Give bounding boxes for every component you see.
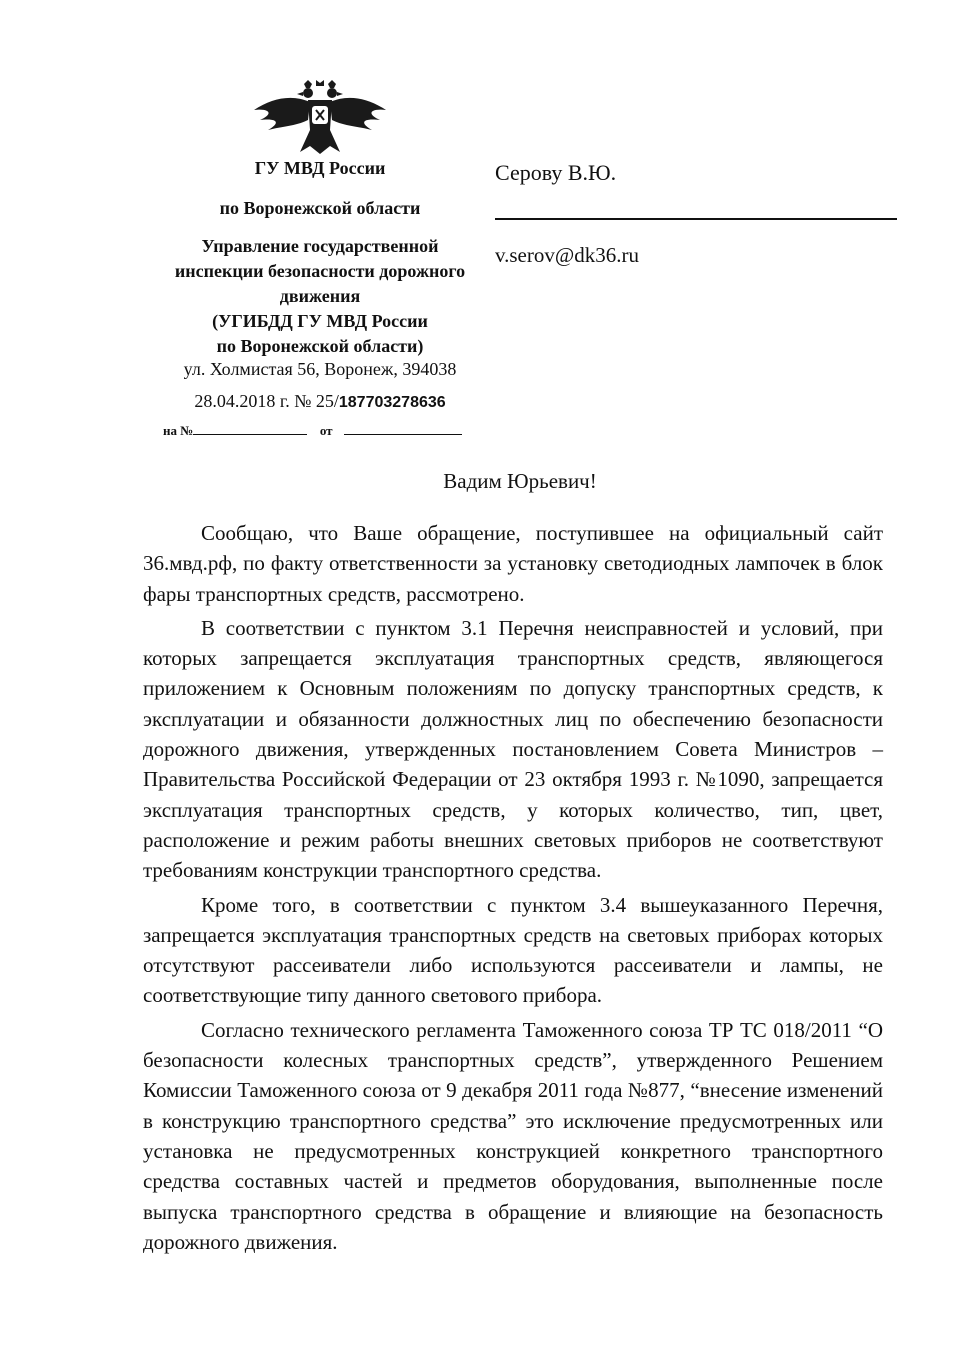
recipient-name: Серову В.Ю. [495, 160, 617, 185]
ref-date-blank [344, 424, 462, 435]
paragraph: Согласно технического регламента Таможенного союза ТР ТС 018/2011 “О безопасности колесных транспортных средств”, утвержденного Решением Комиссии Таможенного союза от 9 декабря 2011 года №877, “внесение изменений в конструкцию транспортного средства” это исключение предусмотренных или установка не предусмотренных конструкцией конкретного транспортного средства составных частей и предметов оборудования, выполненные после выпуска транспортного средства в обращение и влияющие на безопасность дорожного движения. [143, 1017, 883, 1254]
org-address: ул. Холмистая 56, Воронеж, 394038 [183, 359, 457, 379]
dept-line-1: Управление государственной [201, 236, 439, 256]
dept-line-3: движения [279, 286, 361, 306]
recipient-email: v.serov@dk36.ru [495, 243, 639, 267]
outgoing-date-number: 28.04.2018 г. № 25/ [194, 391, 339, 411]
org-region: по Воронежской области [219, 198, 421, 218]
org-name: ГУ МВД России [254, 158, 386, 178]
greeting: Вадим Юрьевич! [443, 469, 597, 493]
dept-line-5: по Воронежской области) [216, 336, 424, 356]
paragraph: В соответствии с пунктом 3.1 Перечня неисправностей и условий, при которых запрещается эксплуатация транспортных средств, являющегося приложением к Основным положениям по допуску транспортных средств, к эксплуатации и обязанности должностных лиц по обеспечению безопасности дорожного движения, утвержденных постановлением Совета Министров – Правительства Российской Федерации от 23 октября 1993 г. №1090, запрещается эксплуатация транспортных средств, у которых количество, тип, цвет, расположение и режим работы внешних световых приборов не соответствуют требованиям конструкции транспортного средства. [143, 615, 883, 883]
dept-line-2: инспекции безопасности дорожного [174, 261, 466, 281]
outgoing-number [140, 391, 500, 412]
reference-line [163, 423, 462, 439]
outgoing-code: 187703278636 [338, 394, 446, 411]
dept-line-4: (УГИБДД ГУ МВД России [212, 311, 428, 331]
ref-number-blank [193, 424, 307, 435]
paragraph: Сообщаю, что Ваше обращение, поступившее на официальный сайт 36.мвд.рф, по факту ответственности за установку светодиодных лампочек в блок фары транспортных средств, рассмотрено. [143, 521, 883, 606]
eagle-emblem-icon [252, 80, 388, 156]
letter-body [143, 518, 883, 1261]
ref-number-label: на № [163, 423, 194, 438]
paragraph: Кроме того, в соответствии с пунктом 3.4 вышеуказанного Перечня, запрещается эксплуатация транспортных средств на световых приборах которых отсутствуют рассеиватели либо используются рассеиватели и лампы, не соответствующие типу данного светового прибора. [143, 892, 883, 1008]
ref-from-label: от [319, 423, 333, 438]
recipient-underline [495, 218, 897, 220]
